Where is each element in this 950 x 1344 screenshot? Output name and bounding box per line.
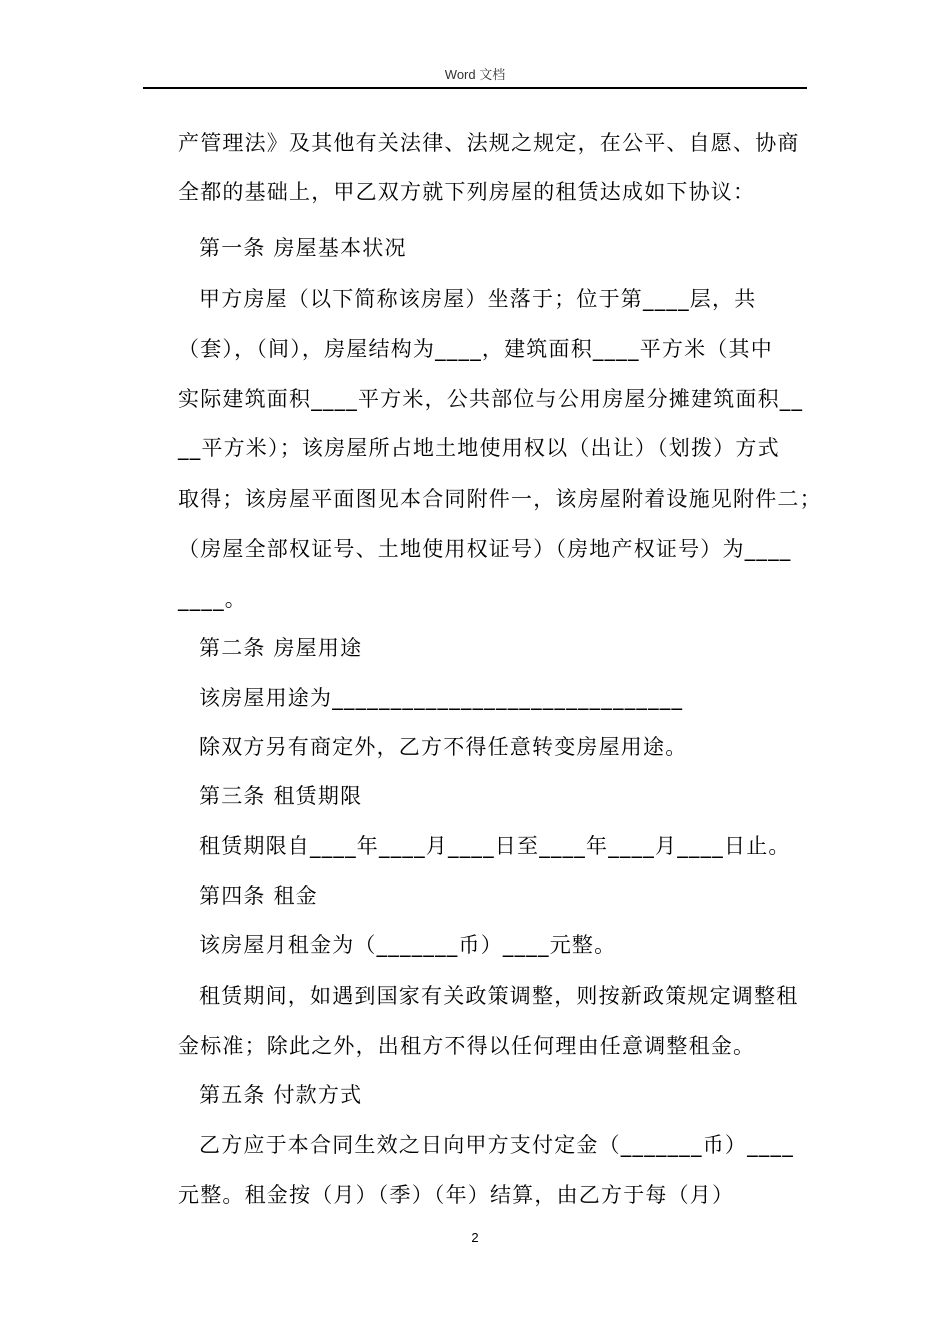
paragraph-line: 元整。租金按（月）（季）（年）结算，由乙方于每（月） [178,1183,735,1207]
paragraph-line: 该房屋用途为______________________________ [199,686,684,710]
section-heading: 第一条 房屋基本状况 [199,236,407,260]
paragraph-line: __平方米）；该房屋所占地土地使用权以（出让）（划拨）方式 [178,436,780,460]
paragraph-line: 租赁期间，如遇到国家有关政策调整，则按新政策规定调整租 [199,984,799,1008]
section-heading: 第三条 租赁期限 [199,784,363,808]
paragraph-line: 该房屋月租金为（_______币）____元整。 [199,933,617,957]
section-heading: 第四条 租金 [199,884,318,908]
page-number: 2 [471,1230,479,1245]
page-header: Word 文档 [444,67,506,82]
paragraph-line: （房屋全部权证号、土地使用权证号）（房地产权证号）为____ [178,537,792,561]
paragraph-line: 金标准；除此之外，出租方不得以任何理由任意调整租金。 [178,1034,756,1058]
paragraph-line: 乙方应于本合同生效之日向甲方支付定金（_______币）____ [199,1133,794,1157]
paragraph-line: 租赁期限自____年____月____日至____年____月____日止。 [199,834,791,858]
paragraph-line: ____。 [178,587,247,611]
paragraph-line: 产管理法》及其他有关法律、法规之规定，在公平、自愿、协商 [178,131,800,155]
section-heading: 第二条 房屋用途 [199,636,363,660]
paragraph-line: 甲方房屋（以下简称该房屋）坐落于；位于第____层，共 [199,287,757,311]
section-heading: 第五条 付款方式 [199,1083,363,1107]
paragraph-line: 全都的基础上，甲乙双方就下列房屋的租赁达成如下协议： [178,180,756,204]
paragraph-line: 取得；该房屋平面图见本合同附件一，该房屋附着设施见附件二； [178,487,822,511]
paragraph-line: （套），（间），房屋结构为____，建筑面积____平方米（其中 [178,337,773,361]
header-divider [143,87,807,89]
paragraph-line: 实际建筑面积____平方米，公共部位与公用房屋分摊建筑面积__ [178,387,804,411]
paragraph-line: 除双方另有商定外，乙方不得任意转变房屋用途。 [199,735,688,759]
